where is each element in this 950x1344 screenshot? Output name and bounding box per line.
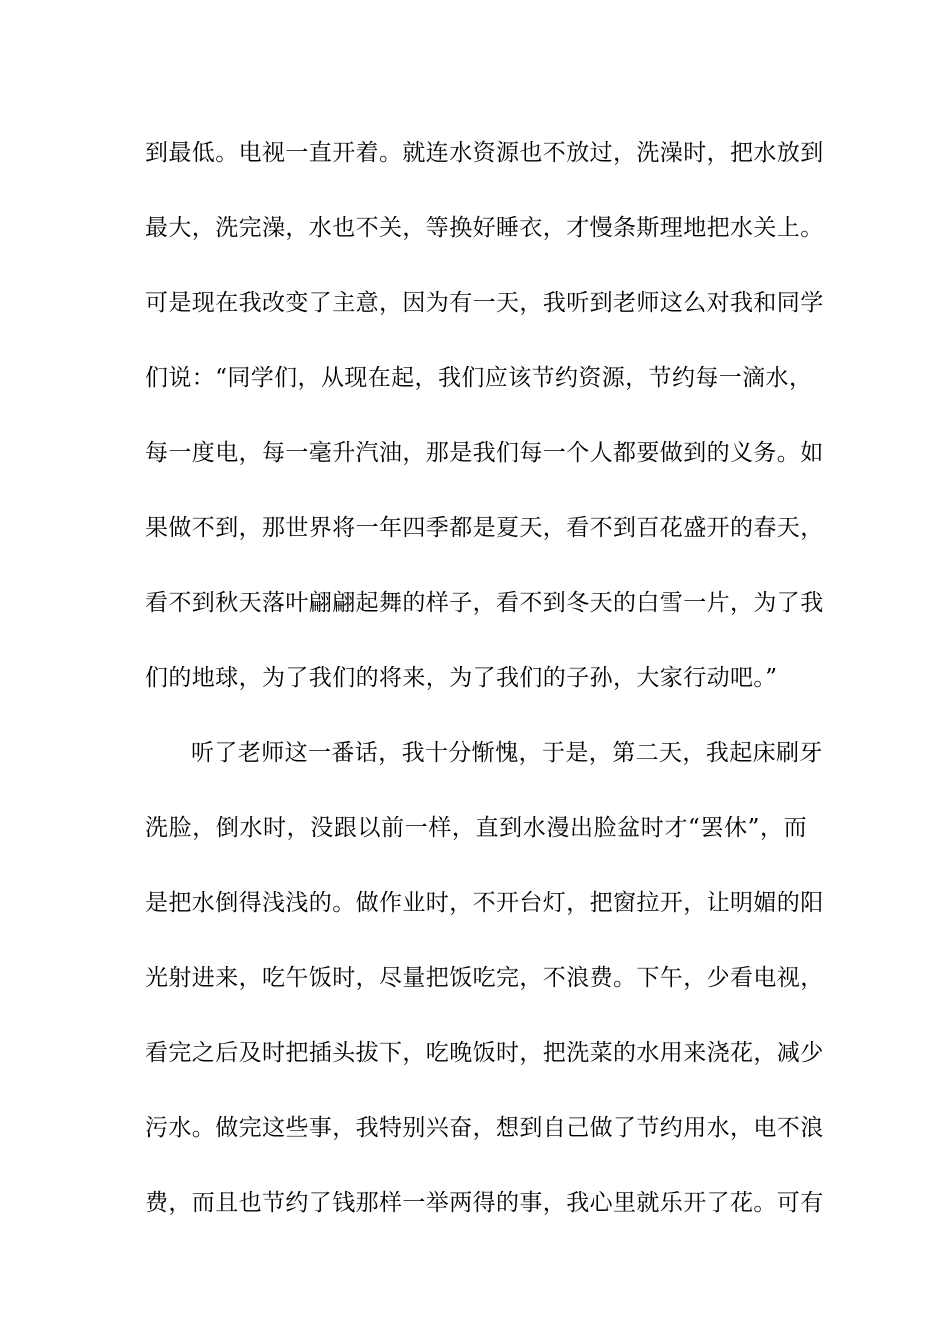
text-line: 是把水倒得浅浅的。做作业时，不开台灯，把窗拉开，让明媚的阳 (145, 890, 824, 916)
text-line: 洗脸，倒水时，没跟以前一样，直到水漫出脸盆时才“罢休”，而 (145, 815, 807, 841)
text-line: 们的地球，为了我们的将来，为了我们的子孙，大家行动吧。” (145, 665, 778, 691)
text-line: 到最低。电视一直开着。就连水资源也不放过，洗澡时，把水放到 (145, 140, 824, 166)
text-line: 看不到秋天落叶翩翩起舞的样子，看不到冬天的白雪一片，为了我 (145, 590, 824, 616)
text-line: 们说：“同学们，从现在起，我们应该节约资源，节约每一滴水， (145, 365, 813, 391)
text-line: 费，而且也节约了钱那样一举两得的事，我心里就乐开了花。可有 (145, 1190, 824, 1216)
text-line: 每一度电，每一毫升汽油，那是我们每一个人都要做到的义务。如 (145, 440, 824, 466)
text-line: 果做不到，那世界将一年四季都是夏天，看不到百花盛开的春天， (145, 515, 824, 541)
text-line: 看完之后及时把插头拔下，吃晚饭时，把洗菜的水用来浇花，减少 (145, 1040, 824, 1066)
body-text (145, 128, 824, 1253)
text-line: 最大，洗完澡，水也不关，等换好睡衣，才慢条斯理地把水关上。 (145, 215, 824, 241)
text-line: 可是现在我改变了主意，因为有一天，我听到老师这么对我和同学 (145, 290, 824, 316)
text-line-paragraph-start: 听了老师这一番话，我十分惭愧，于是，第二天，我起床刷牙 (191, 740, 823, 766)
text-line: 污水。做完这些事，我特别兴奋，想到自己做了节约用水，电不浪 (145, 1115, 824, 1141)
text-line: 光射进来，吃午饭时，尽量把饭吃完，不浪费。下午，少看电视， (145, 965, 824, 991)
